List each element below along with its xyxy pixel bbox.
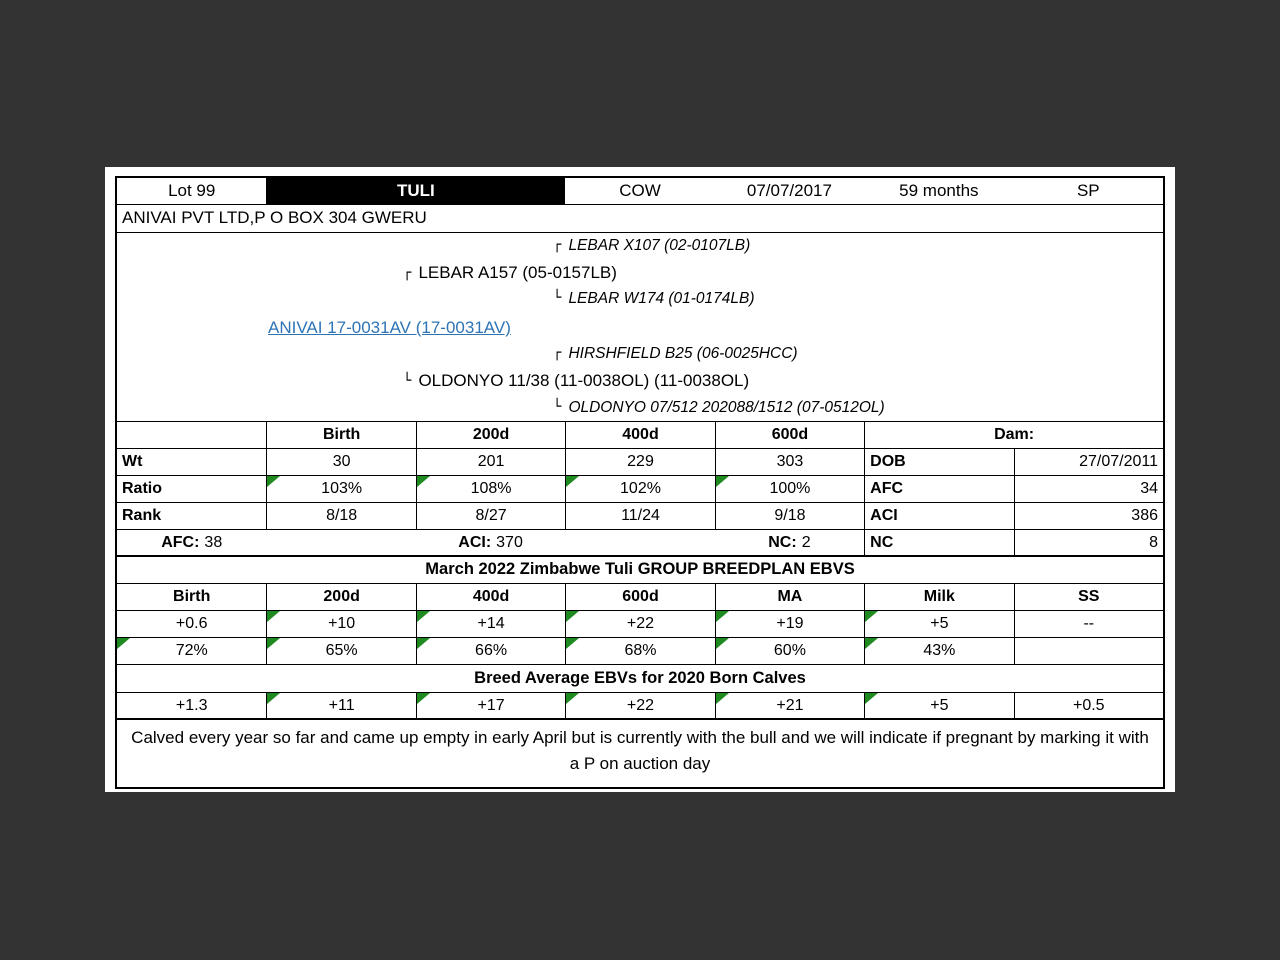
ebv-col-400d: 400d: [416, 584, 565, 610]
acc-ss: [1014, 638, 1163, 664]
weights-header-empty: [117, 422, 266, 448]
ratio-label: Ratio: [122, 480, 162, 497]
wt-row: [117, 449, 1163, 476]
ebv-header-row: [117, 584, 1163, 611]
animal-link[interactable]: ANIVAI 17-0031AV (17-0031AV): [268, 318, 511, 337]
lot-header-row: [117, 178, 1163, 205]
catalog-page: [105, 167, 1175, 792]
col-header-400d: 400d: [565, 422, 714, 448]
ebv-200d: +10: [266, 611, 415, 637]
pedigree-sire-sire: ┌ LEBAR X107 (02-0107LB): [553, 237, 751, 254]
breed-avg-title: Breed Average EBVs for 2020 Born Calves: [474, 669, 806, 687]
dam-dob-value: 27/07/2011: [1014, 449, 1163, 475]
avg-milk: +5: [864, 693, 1013, 718]
dam-afc-value: 34: [1014, 476, 1163, 502]
pedigree-section: [117, 233, 1163, 422]
ebv-col-600d: 600d: [565, 584, 714, 610]
age-label: 59 months: [899, 181, 979, 200]
lot-table: [115, 176, 1165, 789]
acc-400d: 66%: [416, 638, 565, 664]
acc-birth: 72%: [117, 638, 266, 664]
birth-date: 07/07/2017: [746, 181, 832, 200]
ratio-600d: 100%: [715, 476, 864, 502]
wt-birth: 30: [266, 449, 415, 475]
sex-label: COW: [619, 181, 661, 200]
breeder-row: [117, 205, 1163, 233]
tree-branch-up-icon: ┌: [553, 237, 562, 253]
tree-branch-up-icon: ┌: [403, 265, 412, 281]
ratio-row: [117, 476, 1163, 503]
ebv-col-ma: MA: [715, 584, 864, 610]
rank-600d: 9/18: [715, 503, 864, 529]
ebv-accuracy-row: [117, 638, 1163, 665]
avg-200d: +11: [266, 693, 415, 718]
breeder-name: ANIVAI PVT LTD,P O BOX 304 GWERU: [122, 208, 427, 227]
ratio-400d: 102%: [565, 476, 714, 502]
tree-branch-down-icon: └: [403, 373, 412, 389]
aci-summary: ACI: 370: [458, 534, 523, 551]
pedigree-dam-dam: └ OLDONYO 07/512 202088/1512 (07-0512OL): [553, 399, 885, 416]
ebv-col-ss: SS: [1014, 584, 1163, 610]
ebv-milk: +5: [864, 611, 1013, 637]
dam-header: Dam:: [864, 422, 1163, 448]
rank-birth: 8/18: [266, 503, 415, 529]
avg-ss: +0.5: [1014, 693, 1163, 718]
nc-summary: NC: 2: [768, 534, 811, 551]
lot-number: Lot 99: [168, 181, 216, 200]
ebv-ss: --: [1014, 611, 1163, 637]
pedigree-dam: └ OLDONYO 11/38 (11-0038OL) (11-0038OL): [403, 371, 750, 390]
pedigree-sire: ┌ LEBAR A157 (05-0157LB): [403, 263, 617, 282]
dam-afc-label: AFC: [864, 476, 1013, 502]
fertility-summary-row: [117, 530, 1163, 557]
status-label: SP: [1076, 181, 1100, 200]
rank-row: [117, 503, 1163, 530]
rank-label: Rank: [122, 507, 162, 524]
ebv-title-row: [117, 557, 1163, 584]
ebv-birth: +0.6: [175, 615, 208, 632]
dam-nc-label: NC: [864, 530, 1013, 555]
tree-branch-up-icon: ┌: [553, 345, 562, 361]
ebv-400d: +14: [416, 611, 565, 637]
breed-avg-title-row: [117, 665, 1163, 693]
dam-dob-label: DOB: [864, 449, 1013, 475]
ebv-ma: +19: [715, 611, 864, 637]
acc-200d: 65%: [266, 638, 415, 664]
afc-summary: AFC: 38: [161, 534, 223, 551]
breed-band: TULI: [266, 178, 565, 204]
col-header-200d: 200d: [416, 422, 565, 448]
pedigree-dam-sire: ┌ HIRSHFIELD B25 (06-0025HCC): [553, 345, 798, 362]
col-header-600d: 600d: [715, 422, 864, 448]
acc-ma: 60%: [715, 638, 864, 664]
acc-600d: 68%: [565, 638, 714, 664]
ratio-200d: 108%: [416, 476, 565, 502]
weights-header-row: [117, 422, 1163, 449]
pedigree-animal: [268, 318, 511, 338]
ebv-col-birth: Birth: [173, 588, 211, 605]
ebv-col-200d: 200d: [266, 584, 415, 610]
wt-200d: 201: [416, 449, 565, 475]
lot-comment: Calved every year so far and came up empty in early April but is currently with the bull and we will indicate if pregnant by marking it with a P on auction day: [131, 728, 1149, 773]
ratio-birth: 103%: [266, 476, 415, 502]
dam-aci-value: 386: [1014, 503, 1163, 529]
rank-200d: 8/27: [416, 503, 565, 529]
dam-nc-value: 8: [1014, 530, 1163, 555]
col-header-birth: Birth: [266, 422, 415, 448]
breed-avg-row: [117, 693, 1163, 720]
wt-400d: 229: [565, 449, 714, 475]
ebv-col-milk: Milk: [864, 584, 1013, 610]
acc-milk: 43%: [864, 638, 1013, 664]
dam-aci-label: ACI: [864, 503, 1013, 529]
ebv-values-row: [117, 611, 1163, 638]
rank-400d: 11/24: [565, 503, 714, 529]
ebv-600d: +22: [565, 611, 714, 637]
avg-birth: +1.3: [175, 697, 208, 714]
tree-branch-down-icon: └: [553, 290, 562, 306]
pedigree-sire-dam: └ LEBAR W174 (01-0174LB): [553, 290, 755, 307]
ebv-title: March 2022 Zimbabwe Tuli GROUP BREEDPLAN EBVS: [425, 560, 855, 578]
tree-branch-down-icon: └: [553, 399, 562, 415]
avg-ma: +21: [715, 693, 864, 718]
wt-label: Wt: [122, 453, 143, 470]
avg-400d: +17: [416, 693, 565, 718]
wt-600d: 303: [715, 449, 864, 475]
avg-600d: +22: [565, 693, 714, 718]
